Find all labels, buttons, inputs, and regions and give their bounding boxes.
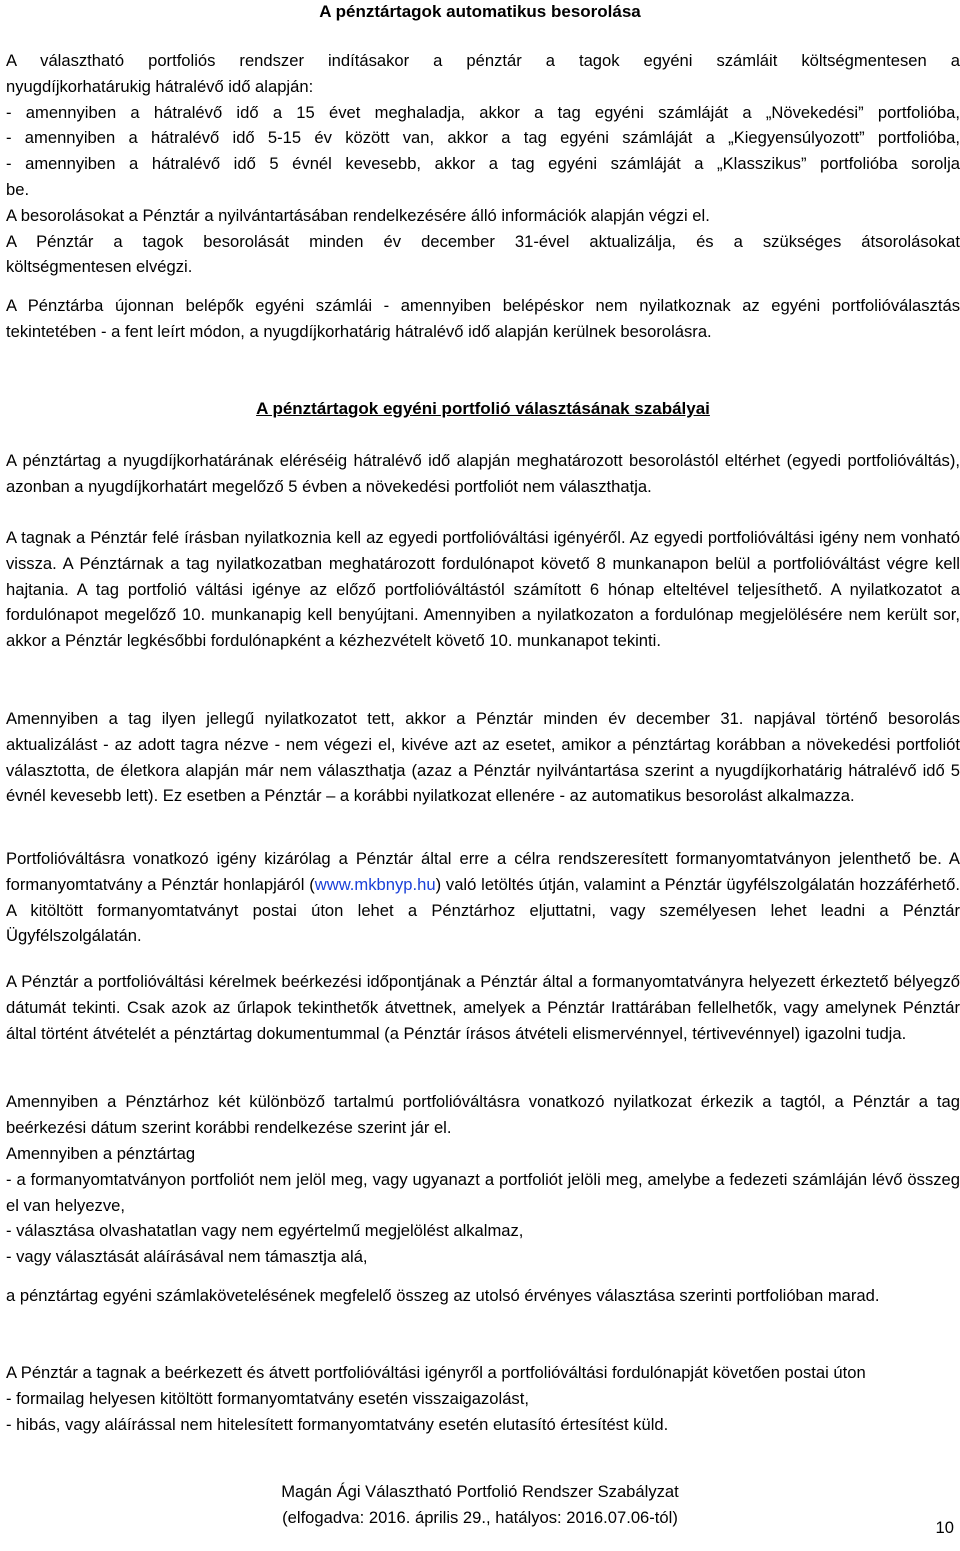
section-heading: A pénztártagok egyéni portfolió választásának szabályai [256, 399, 710, 418]
text-span: ) való letöltés útján, valamint a Pénztár ügyfélszolgálatán hozzáférhető. A kitöltött formanyomtatványt postai úton lehet a Pénztárhoz eljuttatni, vagy személyesen lehet leadni a Pénztár Ügyfélszolgálatán. [6, 874, 960, 946]
paragraph-new-members [6, 293, 960, 345]
list-item: - amennyiben a hátralévő idő a 15 évet meghaladja, akkor a tag egyéni számláját a „Növekedési” portfolióba, [6, 102, 960, 122]
paragraph-text: A tagnak a Pénztár felé írásban nyilatkoznia kell az egyedi portfolióváltási igényéről. Az egyedi portfolióváltási igény nem vonható vissza. A Pénztárnak a tag nyilatkozatban meghatározott fordulónapot követő 8 munkanapon belül a portfolióváltást végre kell hajtania. A tag portfolió váltási igénye az előző portfolióváltástól számított 6 hónap elteltével teljesíthető. A nyilatkozatot a fordulónapot megelőző 10. munkanapig kell benyújtani. Amennyiben a nyilatkozaton a fordulónap megjelölésére nem került sor, akkor a Pénztár legkésőbbi fordulónapként a kézhezvételt követő 10. munkanapot tekinti. [6, 528, 960, 651]
paragraph-line: A választható portfoliós rendszer indításakor a pénztár a tagok egyéni számláit költségmentesen a [6, 51, 960, 70]
page-number: 10 [935, 1518, 954, 1537]
paragraph-5 [6, 969, 960, 1046]
paragraph-text: A Pénztár a portfolióváltási kérelmek beérkezési időpontjának a Pénztár által a formanyomtatványra helyezett érkeztető bélyegző dátumát tekinti. Csak azok az űrlapok tekinthetők átvettnek, amelyek a Pénztár Irattárában fellelhetők, vagy amelynek Pénztár által történt átvételét a pénztártag dokumentummal (a Pénztár írásos átvételi elismervénnyel, tértivevénnyel) igazolni tudja. [6, 972, 960, 1043]
paragraph-2 [6, 525, 960, 654]
website-link[interactable]: www.mkbnyp.hu [314, 874, 436, 894]
paragraph-4 [6, 846, 960, 949]
page-title: A pénztártagok automatikus besorolása [319, 2, 641, 21]
paragraph-text [6, 846, 960, 949]
paragraph-line: A besorolásokat a Pénztár a nyilvántartásában rendelkezésére álló információk alapján végzi el. [6, 205, 710, 225]
paragraph-line: be. [6, 179, 30, 199]
paragraph-text: a pénztártag egyéni számlakövetelésének megfelelő összeg az utolsó érvényes választása szerinti portfolióban marad. [6, 1286, 880, 1305]
paragraph-text: Amennyiben a Pénztárhoz két különböző tartalmú portfolióváltásra vonatkozó nyilatkozat érkezik a tagtól, a Pénztár a tag beérkezési dátum szerint korábbi rendelkezése szerint jár el. [6, 1092, 960, 1137]
paragraph-3 [6, 706, 960, 809]
paragraph-line: költségmentesen elvégzi. [6, 257, 193, 277]
paragraph-line: nyugdíjkorhatárukig hátralévő idő alapján: [6, 76, 314, 96]
paragraph-line: Amennyiben a pénztártag [6, 1144, 196, 1163]
paragraph-line: A Pénztár a tagok besorolását minden év december 31-ével aktualizálja, és a szükséges átsorolásokat [6, 231, 960, 251]
list-item: - hibás, vagy aláírással nem hitelesített formanyomtatvány esetén elutasító értesítést küld. [6, 1414, 669, 1434]
list-item: - választása olvashatatlan vagy nem egyértelmű megjelölést alkalmaz, [6, 1221, 524, 1241]
list-item: - vagy választását aláírásával nem támasztja alá, [6, 1247, 368, 1267]
paragraph-text: A pénztártag a nyugdíjkorhatárának eléréséig hátralévő idő alapján meghatározott besorolástól eltérhet (egyedi portfolióváltás), azonban a nyugdíjkorhatárt megelőző 5 évben a növekedési portfoliót nem választhatja. [6, 451, 960, 496]
list-item: - formailag helyesen kitöltött formanyomtatvány esetén visszaigazolást, [6, 1388, 529, 1408]
list-item: - amennyiben a hátralévő idő 5-15 év között van, akkor a tag egyéni számláját a „Kiegyensúlyozott” portfolióba, [6, 128, 960, 148]
paragraph-8 [6, 1283, 960, 1309]
paragraph-9 [6, 1360, 960, 1437]
paragraph-6 [6, 1089, 960, 1141]
paragraph-text: Amennyiben a tag ilyen jellegű nyilatkozatot tett, akkor a Pénztár minden év december 31. napjával történő besorolás aktualizálást - az adott tagra nézve - nem végezi el, kivéve azt az esetet, amikor a pénztártag korábban a növekedési portfoliót választotta, de életkora alapján már nem választhatja (azaz a Pénztár nyilvántartása szerint a nyugdíjkorhatárig hátralévő idő 5 évnél kevesebb lett). Ez esetben a Pénztár – a korábbi nyilatkozat ellenére - az automatikus besorolást alkalmazza. [6, 709, 960, 806]
section-automatic-classification [6, 48, 960, 280]
footer-dates: (elfogadva: 2016. április 29., hatályos: 2016.07.06-tól) [282, 1508, 678, 1527]
list-item: - a formanyomtatványon portfoliót nem jelöl meg, vagy ugyanazt a portfoliót jelöli meg, amelybe a fedezeti számláján lévő összeg el van helyezve, [6, 1169, 960, 1215]
paragraph-line: A Pénztár a tagnak a beérkezett és átvett portfolióváltási igényről a portfolióváltási fordulónapját követően postai úton [6, 1363, 866, 1382]
paragraph-text: A Pénztárba újonnan belépők egyéni számlái - amennyiben belépéskor nem nyilatkoznak az egyéni portfolióválasztás tekintetében - a fent leírt módon, a nyugdíjkorhatárig hátralévő idő alapján kerülnek besorolásra. [6, 296, 960, 341]
footer-title: Magán Ági Választható Portfolió Rendszer Szabályzat [281, 1482, 679, 1501]
text-span: Portfolióváltásra vonatkozó igény kizárólag a Pénztár által erre a célra rendszeresített formanyomtatványon jelenthető be. A formanyomtatvány a Pénztár honlapjáról ( [6, 849, 960, 894]
paragraph-7 [6, 1141, 960, 1270]
list-item: - amennyiben a hátralévő idő 5 évnél kevesebb, akkor a tag egyéni számláját a „Klasszikus” portfolióba sorolja [6, 154, 960, 174]
paragraph-1 [6, 448, 960, 500]
